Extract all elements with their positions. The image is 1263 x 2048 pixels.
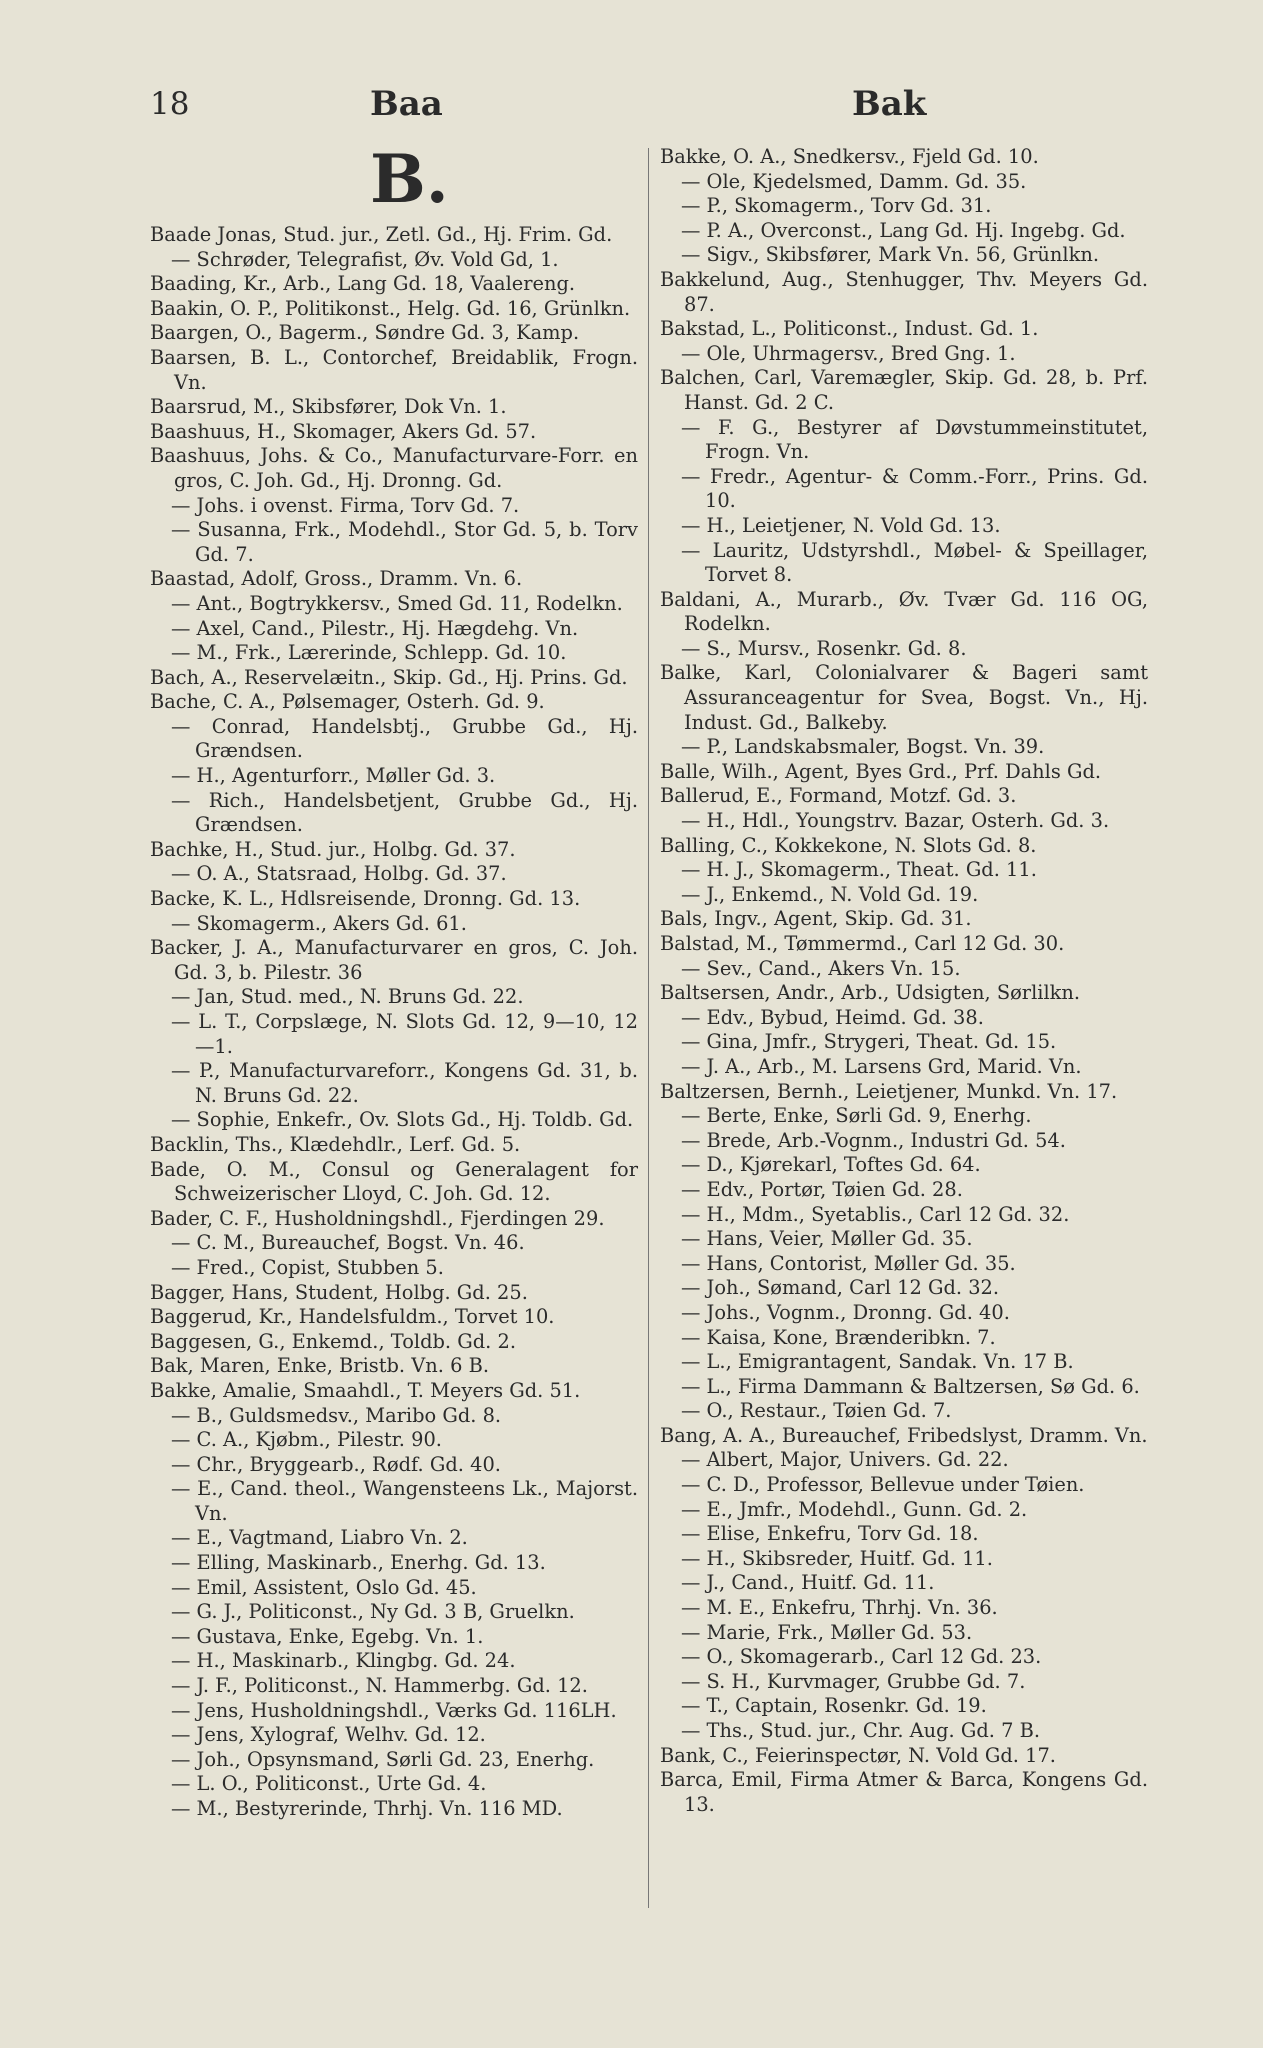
directory-entry: — M. E., Enkefru, Thrhj. Vn. 36.	[681, 1596, 998, 1620]
directory-entry: Baggerud, Kr., Handelsfuldm., Torvet 10.	[150, 1305, 555, 1329]
directory-entry: — Albert, Major, Univers. Gd. 22.	[681, 1448, 1009, 1472]
directory-entry: — O. A., Statsraad, Holbg. Gd. 37.	[171, 862, 507, 886]
directory-entry: Baastad, Adolf, Gross., Dramm. Vn. 6.	[150, 567, 523, 591]
directory-entry: — Johs. i ovenst. Firma, Torv Gd. 7.	[171, 493, 520, 517]
directory-entry: Bak, Maren, Enke, Bristb. Vn. 6 B.	[150, 1354, 489, 1378]
directory-entry: — H., Agenturforr., Møller Gd. 3.	[171, 764, 496, 788]
page-number: 18	[150, 86, 190, 122]
directory-entry: — C. M., Bureauchef, Bogst. Vn. 46.	[171, 1231, 525, 1255]
directory-entry: Balling, C., Kokkekone, N. Slots Gd. 8.	[660, 833, 1037, 857]
directory-entry: — Jens, Husholdningshdl., Værks Gd. 116LH.	[171, 1698, 617, 1722]
directory-entry: — Rich., Handelsbetjent, Grubbe Gd., Hj. Grændsen.	[171, 788, 638, 837]
directory-entry: — E., Vagtmand, Liabro Vn. 2.	[171, 1526, 468, 1550]
directory-entry: — J., Enkemd., N. Vold Gd. 19.	[681, 882, 979, 906]
directory-entry: Baashuus, Johs. & Co., Manufacturvare-Forr. en gros, C. Joh. Gd., Hj. Dronng. Gd.	[150, 444, 638, 492]
directory-entry: — C. A., Kjøbm., Pilestr. 90.	[171, 1428, 442, 1452]
directory-entry: — Sigv., Skibsfører, Mark Vn. 56, Grünlkn.	[681, 243, 1100, 267]
directory-entry: Backe, K. L., Hdlsreisende, Dronng. Gd. 13.	[150, 887, 581, 911]
directory-entry: — Skomagerm., Akers Gd. 61.	[171, 911, 467, 935]
directory-entry: Bang, A. A., Bureauchef, Fribedslyst, Dramm. Vn.	[660, 1423, 1148, 1447]
directory-entry: — Ole, Kjedelsmed, Damm. Gd. 35.	[681, 169, 1027, 193]
directory-entry: Bakstad, L., Politiconst., Indust. Gd. 1.	[660, 317, 1039, 341]
directory-entry: — J., Cand., Huitf. Gd. 11.	[681, 1571, 935, 1595]
directory-entry: Bakkelund, Aug., Stenhugger, Thv. Meyers Gd. 87.	[660, 267, 1148, 316]
directory-entry: — Sophie, Enkefr., Ov. Slots Gd., Hj. Toldb. Gd.	[171, 1108, 634, 1132]
directory-entry: — Sev., Cand., Akers Vn. 15.	[681, 956, 961, 980]
directory-entry: Bache, C. A., Pølsemager, Osterh. Gd. 9.	[150, 690, 545, 714]
directory-entry: Barca, Emil, Firma Atmer & Barca, Kongens Gd. 13.	[660, 1768, 1148, 1816]
directory-entry: — Schrøder, Telegrafist, Øv. Vold Gd, 1.	[171, 247, 559, 271]
directory-entry: Bachke, H., Stud. jur., Holbg. Gd. 37.	[150, 837, 516, 861]
directory-entry: — Marie, Frk., Møller Gd. 53.	[681, 1620, 973, 1644]
directory-entry: Bals, Ingv., Agent, Skip. Gd. 31.	[660, 907, 972, 931]
directory-entry: Bakke, Amalie, Smaahdl., T. Meyers Gd. 51.	[150, 1378, 581, 1402]
directory-entry: — Gustava, Enke, Egebg. Vn. 1.	[171, 1624, 484, 1648]
directory-entry: — Berte, Enke, Sørli Gd. 9, Enerhg.	[681, 1104, 1032, 1128]
directory-entry: — L. O., Politiconst., Urte Gd. 4.	[171, 1772, 487, 1796]
directory-entry: — Fredr., Agentur- & Comm.-Forr., Prins. Gd. 10.	[681, 464, 1148, 513]
directory-entry: — L., Emigrantagent, Sandak. Vn. 17 B.	[681, 1350, 1074, 1374]
directory-entry: Baarsrud, M., Skibsfører, Dok Vn. 1.	[150, 395, 507, 419]
directory-entry: — Lauritz, Udstyrshdl., Møbel- & Speillager, Torvet 8.	[681, 538, 1148, 587]
directory-entry: — T., Captain, Rosenkr. Gd. 19.	[681, 1694, 987, 1718]
directory-entry: — M., Frk., Lærerinde, Schlepp. Gd. 10.	[171, 641, 567, 665]
directory-entry: — Joh., Sømand, Carl 12 Gd. 32.	[681, 1276, 1000, 1300]
directory-entry: Baldani, A., Murarb., Øv. Tvær Gd. 116 OG, Rodelkn.	[660, 587, 1148, 636]
directory-entry: — Hans, Veier, Møller Gd. 35.	[681, 1227, 973, 1251]
directory-entry: — Ant., Bogtrykkersv., Smed Gd. 11, Rodelkn.	[171, 591, 623, 615]
right-column	[660, 145, 1148, 1817]
directory-entry: Bank, C., Feierinspectør, N. Vold Gd. 17.	[660, 1743, 1056, 1767]
directory-entry: — Joh., Opsynsmand, Sørli Gd. 23, Enerhg.	[171, 1747, 595, 1771]
directory-entry: — J. F., Politiconst., N. Hammerbg. Gd. 12.	[171, 1674, 588, 1698]
directory-entry: Backer, J. A., Manufacturvarer en gros, C. Joh. Gd. 3, b. Pilestr. 36	[150, 936, 638, 984]
directory-entry: — E., Cand. theol., Wangensteens Lk., Majorst. Vn.	[171, 1477, 638, 1525]
directory-entry: — Brede, Arb.-Vognm., Industri Gd. 54.	[681, 1128, 1066, 1152]
directory-entry: — Gina, Jmfr., Strygeri, Theat. Gd. 15.	[681, 1030, 1057, 1054]
directory-entry: — Ole, Uhrmagersv., Bred Gng. 1.	[681, 341, 1016, 365]
directory-entry: — Emil, Assistent, Oslo Gd. 45.	[171, 1575, 477, 1599]
directory-entry: Bakke, O. A., Snedkersv., Fjeld Gd. 10.	[660, 145, 1039, 168]
directory-entry: — H., Skibsreder, Huitf. Gd. 11.	[681, 1546, 993, 1570]
directory-entry: — Jens, Xylograf, Welhv. Gd. 12.	[171, 1723, 486, 1747]
directory-entry: — Kaisa, Kone, Brænderibkn. 7.	[681, 1325, 996, 1349]
directory-entry: Bade, O. M., Consul og Generalagent for Schweizerischer Lloyd, C. Joh. Gd. 12.	[150, 1157, 638, 1206]
directory-entry: — Fred., Copist, Stubben 5.	[171, 1255, 444, 1279]
directory-entry: — B., Guldsmedsv., Maribo Gd. 8.	[171, 1403, 502, 1427]
directory-entry: — Edv., Portør, Tøien Gd. 28.	[681, 1177, 963, 1201]
directory-entry: — H., Hdl., Youngstrv. Bazar, Osterh. Gd. 3.	[681, 809, 1110, 833]
directory-entry: Baltzersen, Bernh., Leietjener, Munkd. Vn. 17.	[660, 1079, 1118, 1103]
directory-entry: — Conrad, Handelsbtj., Grubbe Gd., Hj. Grændsen.	[171, 714, 638, 763]
directory-entry: Ballerud, E., Formand, Motzf. Gd. 3.	[660, 784, 1017, 808]
directory-entry: — Chr., Bryggearb., Rødf. Gd. 40.	[171, 1452, 501, 1476]
section-letter: B.	[370, 140, 449, 218]
directory-entry: — Elling, Maskinarb., Enerhg. Gd. 13.	[171, 1551, 546, 1575]
directory-entry: — Elise, Enkefru, Torv Gd. 18.	[681, 1522, 979, 1546]
directory-entry: — H., Mdm., Syetablis., Carl 12 Gd. 32.	[681, 1202, 1070, 1226]
running-head-left: Baa	[370, 84, 443, 124]
directory-entry: Balstad, M., Tømmermd., Carl 12 Gd. 30.	[660, 932, 1065, 955]
directory-entry: Baggesen, G., Enkemd., Toldb. Gd. 2.	[150, 1329, 516, 1353]
directory-entry: — E., Jmfr., Modehdl., Gunn. Gd. 2.	[681, 1497, 1028, 1521]
directory-entry: Backlin, Ths., Klædehdlr., Lerf. Gd. 5.	[150, 1132, 521, 1156]
directory-entry: — C. D., Professor, Bellevue under Tøien.	[681, 1473, 1085, 1497]
directory-entry: — P., Manufacturvareforr., Kongens Gd. 31, b. N. Bruns Gd. 22.	[171, 1059, 638, 1107]
directory-entry: — Susanna, Frk., Modehdl., Stor Gd. 5, b. Torv Gd. 7.	[171, 518, 638, 566]
directory-entry: — L. T., Corpslæge, N. Slots Gd. 12, 9—10, 12—1.	[171, 1010, 638, 1058]
directory-entry: — Axel, Cand., Pilestr., Hj. Hægdehg. Vn.	[171, 616, 579, 640]
directory-entry: — P., Skomagerm., Torv Gd. 31.	[681, 194, 992, 218]
column-divider	[648, 148, 649, 1908]
directory-entry: Bagger, Hans, Student, Holbg. Gd. 25.	[150, 1280, 528, 1304]
directory-entry: Baargen, O., Bagerm., Søndre Gd. 3, Kamp.	[150, 321, 580, 345]
directory-entry: — M., Bestyrerinde, Thrhj. Vn. 116 MD.	[171, 1797, 563, 1820]
left-column	[150, 223, 638, 1822]
directory-entry: Bader, C. F., Husholdningshdl., Fjerdingen 29.	[150, 1206, 605, 1230]
directory-entry: Bach, A., Reservelæitn., Skip. Gd., Hj. Prins. Gd.	[150, 665, 628, 689]
directory-entry: — Johs., Vognm., Dronng. Gd. 40.	[681, 1300, 1010, 1324]
directory-entry: Baade Jonas, Stud. jur., Zetl. Gd., Hj. Frim. Gd.	[150, 223, 613, 246]
directory-entry: — P. A., Overconst., Lang Gd. Hj. Ingebg. Gd.	[681, 218, 1126, 242]
directory-entry: Balle, Wilh., Agent, Byes Grd., Prf. Dahls Gd.	[660, 759, 1102, 783]
directory-entry: — S. H., Kurvmager, Grubbe Gd. 7.	[681, 1669, 1026, 1693]
directory-entry: — J. A., Arb., M. Larsens Grd, Marid. Vn.	[681, 1054, 1082, 1078]
directory-entry: Balke, Karl, Colonialvarer & Bageri samt Assuranceagentur for Svea, Bogst. Vn., Hj. Indust. Gd., Balkeby.	[660, 661, 1148, 734]
directory-entry: — O., Skomagerarb., Carl 12 Gd. 23.	[681, 1645, 1042, 1669]
directory-entry: — Jan, Stud. med., N. Bruns Gd. 22.	[171, 985, 524, 1009]
directory-entry: — O., Restaur., Tøien Gd. 7.	[681, 1399, 952, 1423]
directory-entry: Balchen, Carl, Varemægler, Skip. Gd. 28, b. Prf. Hanst. Gd. 2 C.	[660, 366, 1148, 414]
directory-entry: — H., Leietjener, N. Vold Gd. 13.	[681, 513, 1001, 537]
directory-entry: Baarsen, B. L., Contorchef, Breidablik, Frogn. Vn.	[150, 345, 638, 394]
directory-entry: Baltsersen, Andr., Arb., Udsigten, Sørlilkn.	[660, 981, 1081, 1005]
directory-entry: — P., Landskabsmaler, Bogst. Vn. 39.	[681, 735, 1045, 759]
directory-entry: — G. J., Politiconst., Ny Gd. 3 B, Gruelkn.	[171, 1600, 575, 1624]
directory-entry: — D., Kjørekarl, Toftes Gd. 64.	[681, 1153, 981, 1177]
directory-entry: Baakin, O. P., Politikonst., Helg. Gd. 16, Grünlkn.	[150, 296, 631, 320]
directory-entry: — H., Maskinarb., Klingbg. Gd. 24.	[171, 1649, 516, 1673]
running-head-right: Bak	[852, 84, 927, 124]
directory-entry: — H. J., Skomagerm., Theat. Gd. 11.	[681, 858, 1037, 882]
directory-entry: Baading, Kr., Arb., Lang Gd. 18, Vaalereng.	[150, 272, 576, 296]
directory-entry: — Hans, Contorist, Møller Gd. 35.	[681, 1251, 1016, 1275]
directory-entry: — Ths., Stud. jur., Chr. Aug. Gd. 7 B.	[681, 1719, 1041, 1742]
directory-entry: — S., Mursv., Rosenkr. Gd. 8.	[681, 636, 967, 660]
directory-entry: — Edv., Bybud, Heimd. Gd. 38.	[681, 1005, 984, 1029]
directory-entry: Baashuus, H., Skomager, Akers Gd. 57.	[150, 419, 537, 443]
directory-entry: — F. G., Bestyrer af Døvstummeinstitutet, Frogn. Vn.	[681, 415, 1148, 464]
directory-entry: — L., Firma Dammann & Baltzersen, Sø Gd. 6.	[681, 1374, 1140, 1398]
